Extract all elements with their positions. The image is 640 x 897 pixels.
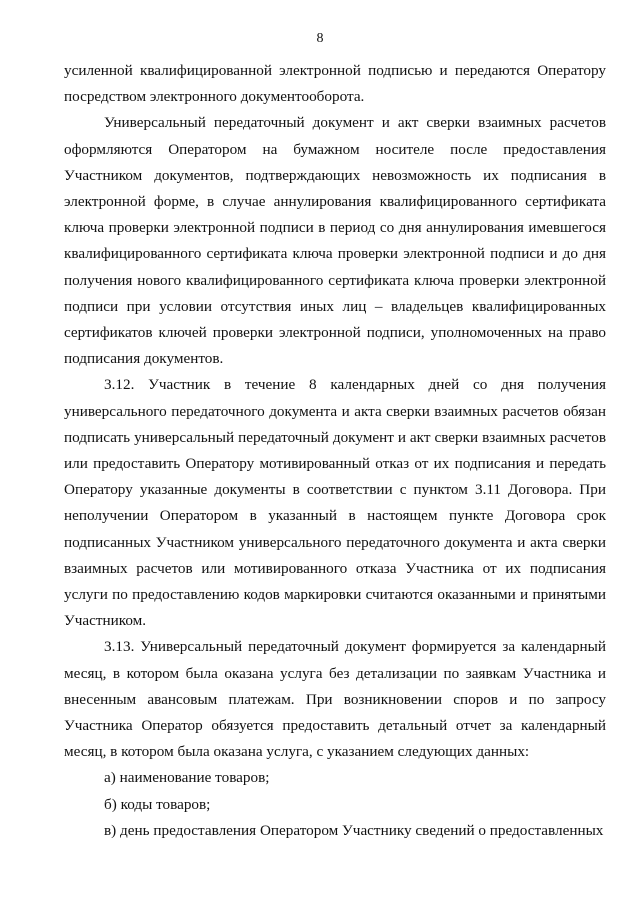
paragraph-3-13: 3.13. Универсальный передаточный документ формируется за календарный месяц, в котором была оказана услуга без детализации по заявкам Участника и внесенным авансовым платежам. При возникновении споров и по запросу Участника Оператор обязуется предоставить детальный отчет за календарный месяц, в котором была оказана услуга, с указанием следующих данных: [64,638,606,761]
page-number: 8 [316,31,324,46]
paragraph-continuation: усиленной квалифицированной электронной подписью и передаются Оператору посредством электронного документооборота. [64,62,606,106]
paragraph-3-12: 3.12. Участник в течение 8 календарных дней со дня получения универсального передаточного документа и акта сверки взаимных расчетов обязан подписать универсальный передаточный документ и акт сверки взаимных расчетов или предоставить Оператору мотивированный отказ от их подписания и передать Оператору указанные документы в соответствии с пунктом 3.11 Договора. При неполучении Оператором в указанный в настоящем пункте Договора срок подписанных Участником универсального передаточного документа и акта сверки взаимных расчетов или мотивированного отказа Участника от их подписания услуги по предоставлению кодов маркировки считаются оказанными и принятыми Участником. [64,376,606,630]
document-body [64,58,606,844]
list-item-c: в) день предоставления Оператором Участнику сведений о предоставленных [104,821,604,839]
list-item-b: б) коды товаров; [104,795,211,813]
list-item-a: а) наименование товаров; [104,769,270,787]
paragraph-upd-paper: Универсальный передаточный документ и акт сверки взаимных расчетов оформляются Оператором на бумажном носителе после предоставления Участником документов, подтверждающих невозможность их подписания в электронной форме, в случае аннулирования квалифицированного сертификата ключа проверки электронной подписи в период со дня аннулирования имевшегося квалифицированного сертификата ключа проверки электронной подписи и до дня получения нового квалифицированного сертификата ключа проверки электронной подписи при условии отсутствия иных лиц – владельцев квалифицированных сертификатов ключей проверки электронной подписи, уполномоченных на право подписания документов. [64,114,606,368]
